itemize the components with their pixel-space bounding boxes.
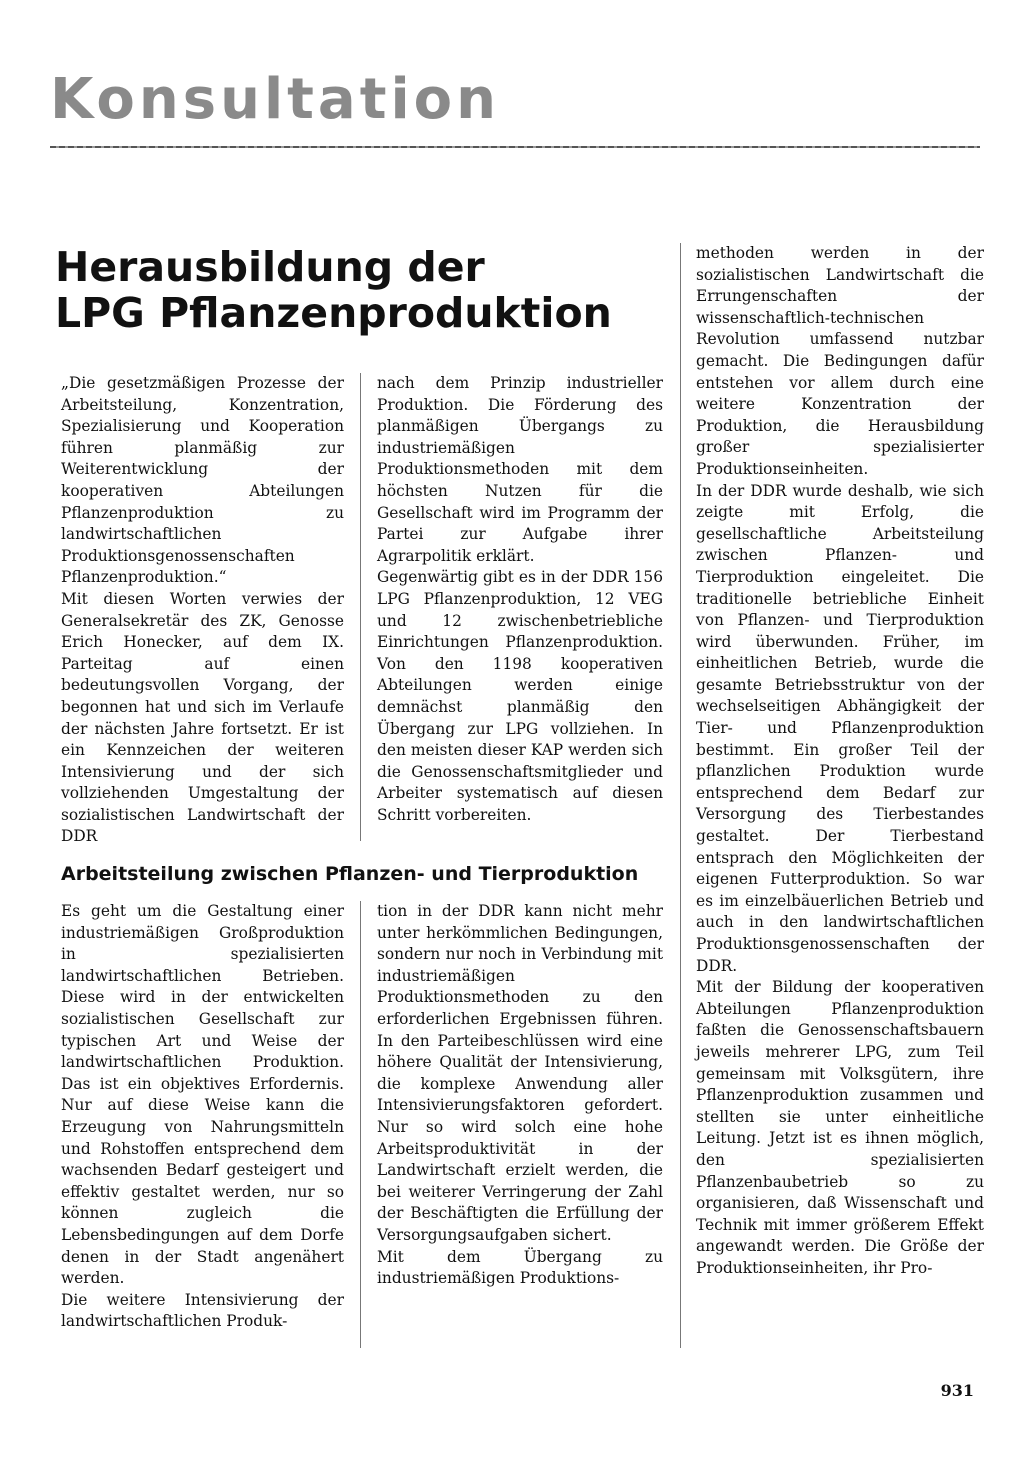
paragraph: nach dem Prinzip industrieller Produktion. Die Förderung des planmäßigen Übergangs zu industriemäßigen Produktionsmethoden mit dem höchsten Nutzen für die Gesellschaft wird im Programm der Partei zur Aufgabe ihrer Agrarpolitik erklärt. [377,374,663,565]
paragraph: In der DDR wurde deshalb, wie sich zeigte mit Erfolg, die gesellschaftliche Arbeitsteilung zwischen Pflanzen- und Tierproduktion eingeleitet. Die traditionelle betriebliche Einheit von Pflanzen- und Tierproduktion wird überwunden. Früher, im einheitlichen Betrieb, wurde die gesamte Betriebsstruktur von der wechselseitigen Abhängigkeit der Tier- und Pflanzenproduktion bestimmt. Ein großer Teil der pflanzlichen Produktion wurde entsprechend dem Bedarf zur Versorgung des Tierbestandes gestaltet. Der Tierbestand entsprach den Möglichkeiten der eigenen Futterproduktion. So war es im einzelbäuerlichen Betrieb und auch in den landwirtschaftlichen Produktionsgenossenschaften der DDR. [696,481,984,975]
text-column-3 [696,243,984,1280]
article-headline [55,244,655,336]
paragraph: Mit diesen Worten verwies der Generalsekretär des ZK, Genosse Erich Honecker, auf dem IX. Parteitag auf einen bedeutungsvollen Vorgang, der begonnen hat und sich im Verlaufe der nächsten Jahre fortsetzt. Er ist ein Kennzeichen der weiteren Intensivierung und der sich vollziehenden Umgestaltung der sozialistischen Landwirtschaft der DDR [61,589,344,846]
column-divider [360,373,361,841]
headline-line-2: LPG Pflanzenproduktion [55,289,612,337]
text-column-1 [61,373,344,848]
paragraph: Gegenwärtig gibt es in der DDR 156 LPG Pflanzenproduktion, 12 VEG und 12 zwischenbetriebliche Einrichtungen Pflanzenproduktion. Von den 1198 kooperativen Abteilungen werden einige demnächst planmäßig den Übergang zur LPG vollziehen. In den meisten dieser KAP werden sich die Genossenschaftsmitglieder und Arbeiter systematisch auf diesen Schritt vorbereiten. [377,568,663,824]
paragraph: Mit der Bildung der kooperativen Abteilungen Pflanzenproduktion faßten die Genossenschaftsbauern jeweils mehrerer LPG, zum Teil gemeinsam mit Volksgütern, ihre Pflanzenproduktion zusammen und stellten sie unter einheitliche Leitung. Jetzt ist es ihnen möglich, den spezialisierten Pflanzenbaubetrieb so zu organisieren, daß Wissenschaft und Technik mit immer größerem Effekt angewandt werden. Die Größe der Produktionseinheiten, ihr Pro- [696,978,984,1277]
paragraph: Es geht um die Gestaltung einer industriemäßigen Großproduktion in spezialisierten landwirtschaftlichen Betrieben. Diese wird in der entwickelten sozialistischen Gesellschaft zur typischen Art und Weise der landwirtschaftlichen Produktion. Das ist ein objektives Erfordernis. Nur auf diese Weise kann die Erzeugung von Nahrungsmitteln und Rohstoffen entsprechend dem wachsenden Bedarf gesteigert und effektiv gestaltet werden, nur so können zugleich die Lebensbedingungen auf dem Dorfe denen in der Stadt angenähert werden. [61,902,344,1288]
column-divider [680,243,681,1348]
paragraph: Mit dem Übergang zu industriemäßigen Produktions- [377,1247,663,1288]
text-column-5 [377,901,663,1290]
page-number: 931 [940,1381,974,1400]
headline-line-1: Herausbildung der [55,243,485,291]
paragraph: tion in der DDR kann nicht mehr unter herkömmlichen Bedingungen, sondern nur noch in Verbindung mit industriemäßigen Produktionsmethoden zu den erforderlichen Ergebnissen führen. In den Parteibeschlüssen wird eine höhere Qualität der Intensivierung, die komplexe Anwendung aller Intensivierungsfaktoren gefordert. Nur so wird solch eine hohe Arbeitsproduktivität in der Landwirtschaft erzielt werden, die bei weiterer Verringerung der Zahl der Beschäftigten die Erfüllung der Versorgungsaufgaben sichert. [377,902,663,1244]
text-column-4 [61,901,344,1333]
kicker-rule [50,146,980,148]
paragraph: Die weitere Intensivierung der landwirtschaftlichen Produk- [61,1290,344,1331]
column-divider [360,901,361,1348]
section-kicker: Konsultation [50,67,501,132]
text-column-2 [377,373,663,826]
paragraph: „Die gesetzmäßigen Prozesse der Arbeitsteilung, Konzentration, Spezialisierung und Kooperation führen planmäßig zur Weiterentwicklung der kooperativen Abteilungen Pflanzenproduktion zu landwirtschaftlichen Produktionsgenossenschaften Pflanzenproduktion.“ [61,374,344,587]
paragraph: methoden werden in der sozialistischen Landwirtschaft die Errungenschaften der wissenschaftlich-technischen Revolution umfassend nutzbar gemacht. Die Bedingungen dafür entstehen vor allem durch eine weitere Konzentration der Produktion, die Herausbildung großer spezialisierter Produktionseinheiten. [696,244,984,478]
section-subheading: Arbeitsteilung zwischen Pflanzen- und Tierproduktion [61,863,639,885]
